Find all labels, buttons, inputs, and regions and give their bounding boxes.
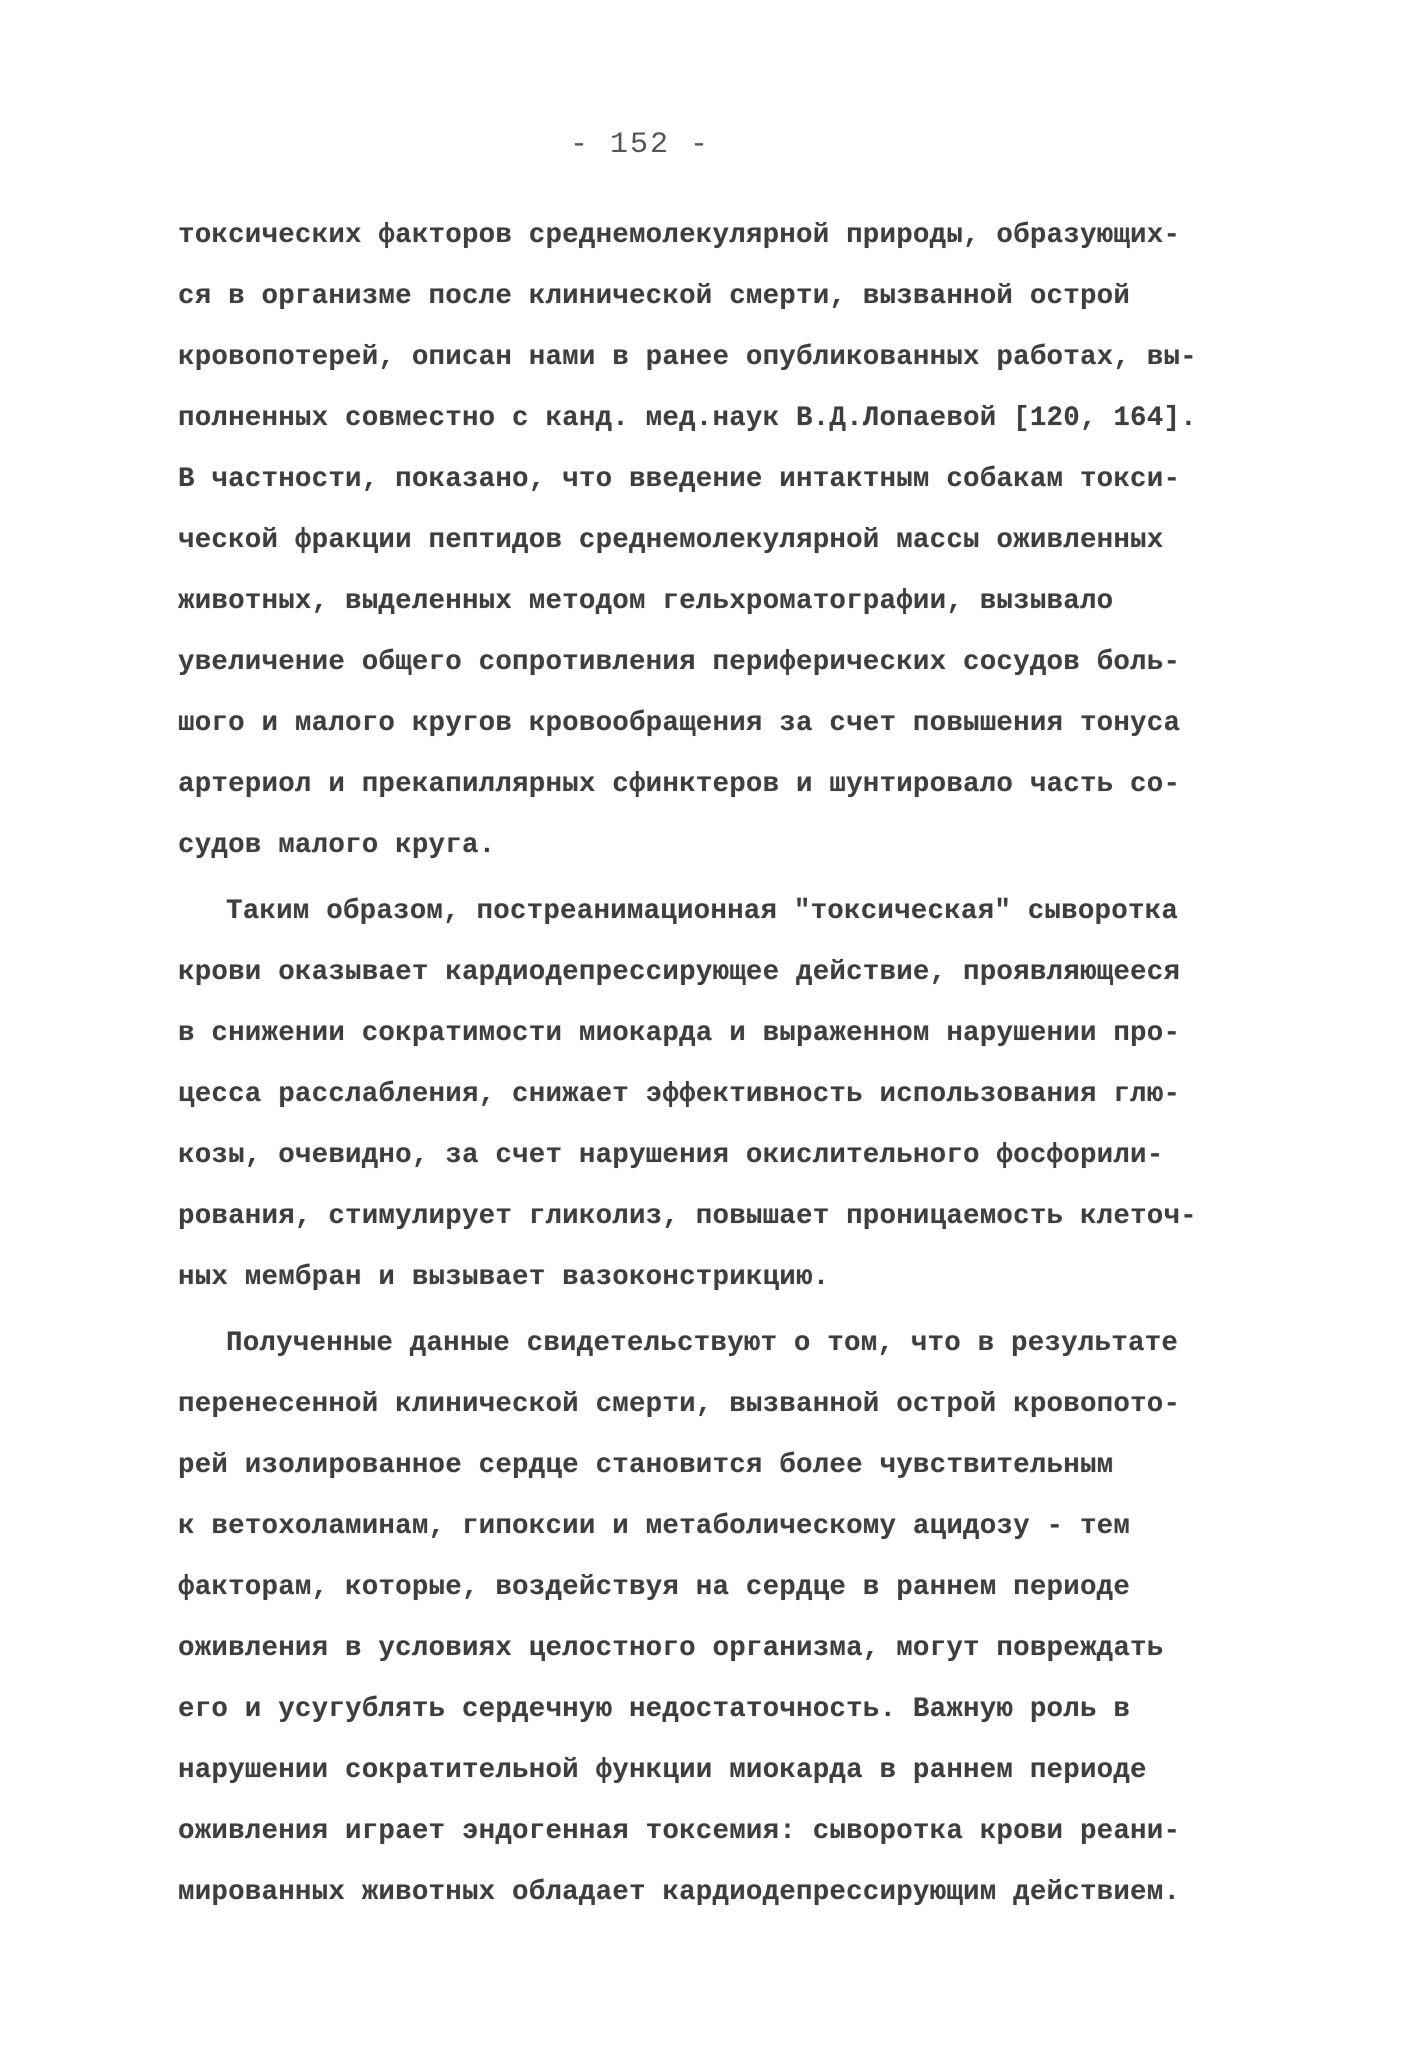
body-text — [178, 205, 1268, 1923]
text-line: козы, очевидно, за счет нарушения окислительного фосфорили- — [178, 1140, 1164, 1171]
text-line: в снижении сократимости миокарда и выраженном нарушении про- — [178, 1018, 1181, 1049]
text-line: крови оказывает кардиодепрессирующее действие, проявляющееся — [178, 957, 1181, 988]
text-line: токсических факторов среднемолекулярной природы, образующих- — [178, 220, 1181, 251]
text-line: цесса расслабления, снижает эффективность использования глю- — [178, 1079, 1181, 1110]
text-line: артериол и прекапиллярных сфинктеров и шунтировало часть со- — [178, 769, 1181, 800]
text-line: кровопотерей, описан нами в ранее опубликованных работах, вы- — [178, 342, 1197, 373]
text-line: Таким образом, постреанимационная "токсическая" сыворотка — [226, 896, 1179, 927]
page-number: - 152 - — [569, 128, 711, 162]
text-line: рей изолированное сердце становится более чувствительным — [178, 1450, 1114, 1481]
text-line: шого и малого кругов кровообращения за счет повышения тонуса — [178, 708, 1181, 739]
text-line: ся в организме после клинической смерти, вызванной острой — [178, 281, 1131, 312]
text-line: рования, стимулирует гликолиз, повышает проницаемость клеточ- — [178, 1201, 1197, 1232]
text-line: Полученные данные свидетельствуют о том, что в результате — [226, 1328, 1179, 1359]
paragraph — [178, 205, 1268, 876]
paragraph — [178, 1313, 1268, 1923]
text-line: его и усугублять сердечную недостаточность. Важную роль в — [178, 1694, 1131, 1725]
text-line: судов малого круга. — [178, 830, 496, 861]
text-line: к ветохоламинам, гипоксии и метаболическому ацидозу - тем — [178, 1511, 1131, 1542]
paragraph — [178, 881, 1268, 1308]
text-line: полненных совместно с канд. мед.наук В.Д.Лопаевой [120, 164]. — [178, 403, 1197, 434]
text-line: ных мембран и вызывает вазоконстрикцию. — [178, 1262, 830, 1293]
text-line: В частности, показано, что введение интактным собакам токси- — [178, 464, 1181, 495]
text-line: ческой фракции пептидов среднемолекулярной массы оживленных — [178, 525, 1164, 556]
text-line: оживления играет эндогенная токсемия: сыворотка крови реани- — [178, 1816, 1181, 1847]
text-line: перенесенной клинической смерти, вызванной острой кровопото- — [178, 1389, 1181, 1420]
text-line: увеличение общего сопротивления периферических сосудов боль- — [178, 647, 1181, 678]
text-line: факторам, которые, воздействуя на сердце в раннем периоде — [178, 1572, 1131, 1603]
text-line: мированных животных обладает кардиодепрессирующим действием. — [178, 1877, 1181, 1908]
text-line: животных, выделенных методом гельхроматографии, вызывало — [178, 586, 1114, 617]
text-line: нарушении сократительной функции миокарда в раннем периоде — [178, 1755, 1147, 1786]
text-line: оживления в условиях целостного организма, могут повреждать — [178, 1633, 1164, 1664]
